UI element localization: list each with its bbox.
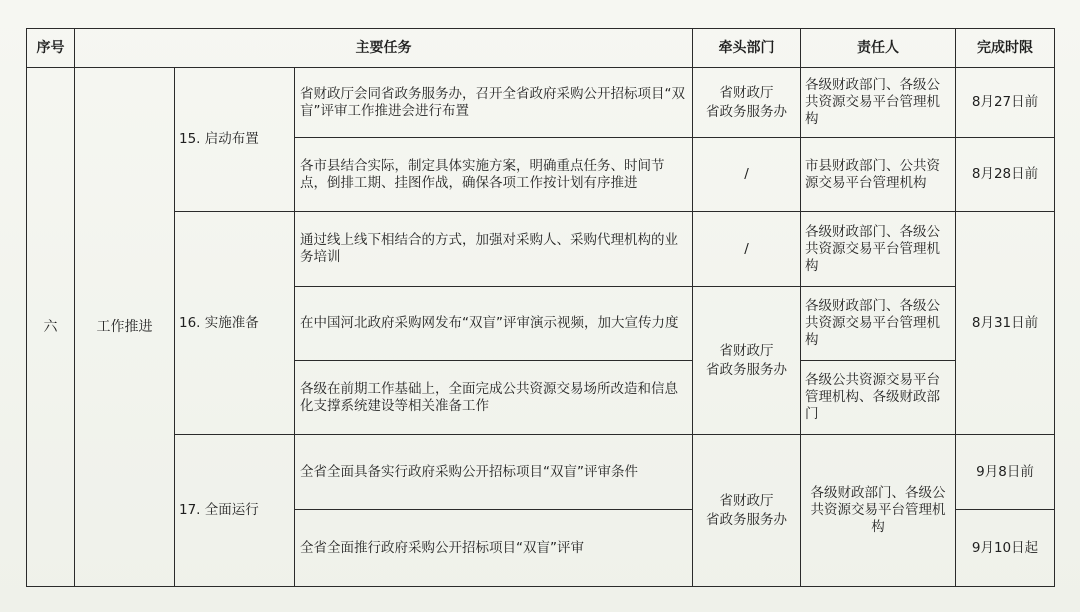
lead-dept-cell: / (693, 138, 801, 212)
header-deadline: 完成时限 (956, 29, 1055, 68)
deadline-cell: 8月27日前 (956, 68, 1055, 138)
lead-dept-text: 省财政厅 省政务服务办 (706, 342, 787, 378)
responsible-cell: 各级公共资源交易平台管理机构、各级财政部门 (801, 361, 956, 435)
group-name: 15. 启动布置 (175, 68, 295, 212)
task-cell: 各级在前期工作基础上，全面完成公共资源交易场所改造和信息化支撑系统建设等相关准备工作 (295, 361, 693, 435)
section-name: 工作推进 (75, 68, 175, 587)
deadline-cell: 8月28日前 (956, 138, 1055, 212)
table-row (27, 68, 1055, 138)
section-seq: 六 (27, 68, 75, 587)
header-row (27, 29, 1055, 68)
deadline-cell: 8月31日前 (956, 212, 1055, 435)
group-name: 16. 实施准备 (175, 212, 295, 435)
task-cell: 全省全面推行政府采购公开招标项目“双盲”评审 (295, 510, 693, 587)
lead-dept-cell: / (693, 212, 801, 287)
responsible-cell: 各级财政部门、各级公共资源交易平台管理机构 (801, 212, 956, 287)
responsible-cell: 市县财政部门、公共资源交易平台管理机构 (801, 138, 956, 212)
lead-dept-cell (693, 68, 801, 138)
lead-dept-cell (693, 287, 801, 435)
responsible-cell: 各级财政部门、各级公共资源交易平台管理机构 (801, 287, 956, 361)
task-cell: 在中国河北政府采购网发布“双盲”评审演示视频，加大宣传力度 (295, 287, 693, 361)
task-cell: 省财政厅会同省政务服务办，召开全省政府采购公开招标项目“双盲”评审工作推进会进行布置 (295, 68, 693, 138)
header-task: 主要任务 (75, 29, 693, 68)
responsible-cell: 各级财政部门、各级公共资源交易平台管理机构 (801, 435, 956, 587)
header-seq: 序号 (27, 29, 75, 68)
deadline-cell: 9月10日起 (956, 510, 1055, 587)
lead-dept-text: 省财政厅 省政务服务办 (706, 492, 787, 528)
responsible-cell: 各级财政部门、各级公共资源交易平台管理机构 (801, 68, 956, 138)
task-cell: 通过线上线下相结合的方式，加强对采购人、采购代理机构的业务培训 (295, 212, 693, 287)
header-responsible: 责任人 (801, 29, 956, 68)
header-lead-dept: 牵头部门 (693, 29, 801, 68)
task-table (26, 28, 1055, 587)
lead-dept-text: 省财政厅 省政务服务办 (706, 84, 787, 120)
task-cell: 全省全面具备实行政府采购公开招标项目“双盲”评审条件 (295, 435, 693, 510)
lead-dept-cell (693, 435, 801, 587)
task-cell: 各市县结合实际，制定具体实施方案，明确重点任务、时间节点，倒排工期、挂图作战，确保各项工作按计划有序推进 (295, 138, 693, 212)
group-name: 17. 全面运行 (175, 435, 295, 587)
deadline-cell: 9月8日前 (956, 435, 1055, 510)
table-row (27, 212, 1055, 287)
table-row (27, 435, 1055, 510)
